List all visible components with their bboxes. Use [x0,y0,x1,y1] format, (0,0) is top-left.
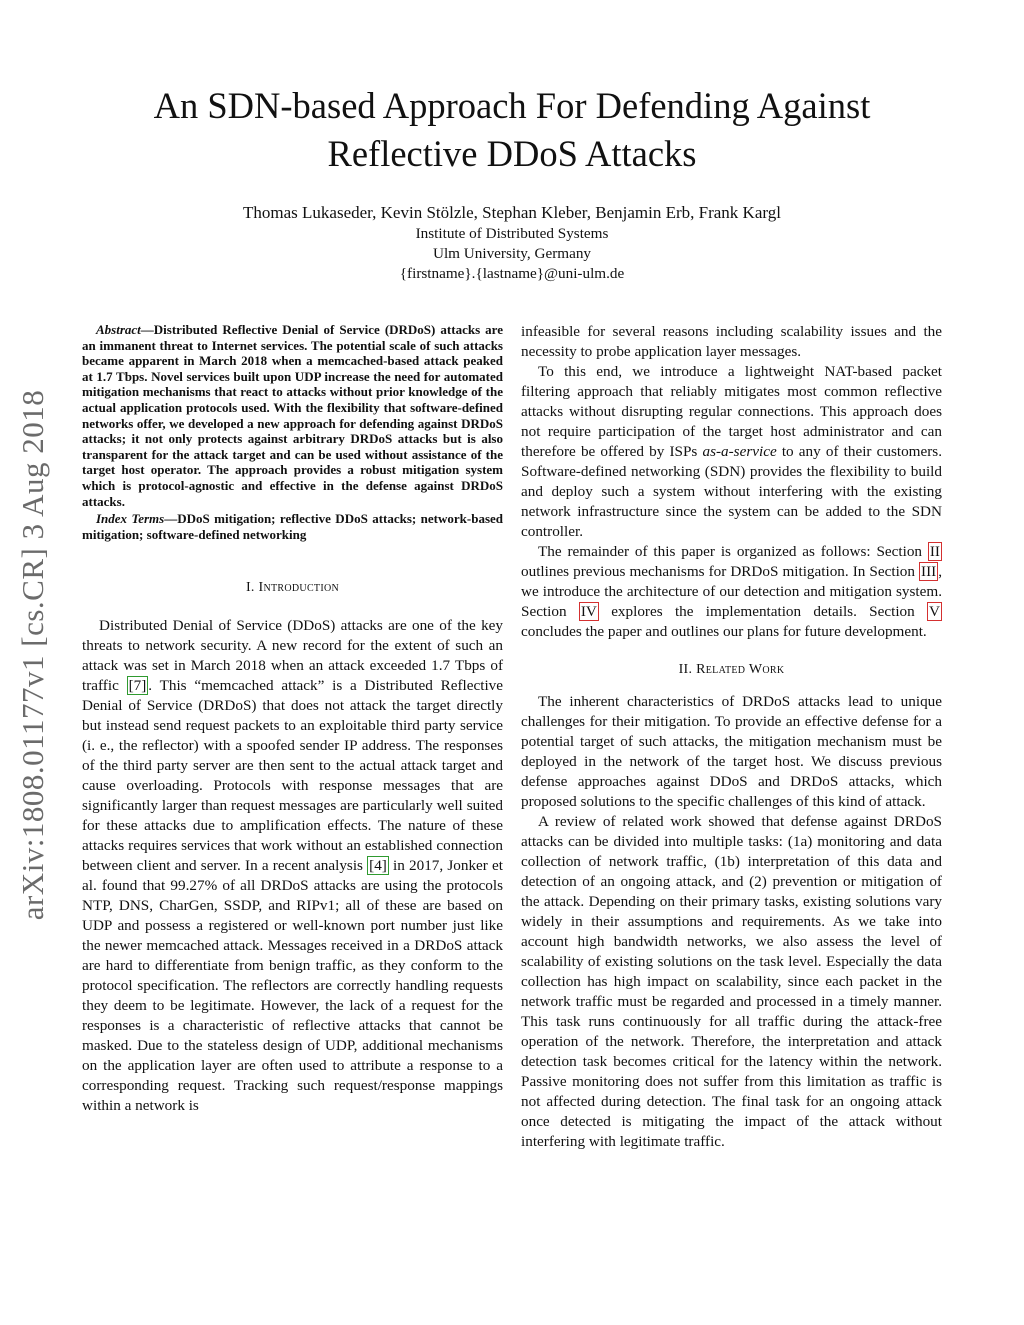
affiliation-university: Ulm University, Germany [432,245,592,262]
author-list: Thomas Lukaseder, Kevin Stölzle, Stephan Kleber, Benjamin Erb, Frank Kargl [243,203,781,222]
citation-link-4[interactable]: [4] [369,857,387,875]
intro-paragraph-2 [521,362,942,542]
arxiv-watermark [8,355,58,955]
section-heading-related-work: II. Related Work [678,662,785,677]
citation-link-7[interactable]: [7] [128,677,147,695]
intro-text: to any of their customers. Software-defined networking (SDN) provides the flexibility to build and deploy such a system without interfering with the existing network infrastructure since the system can be added to the SDN controller. [521,443,942,540]
intro-paragraph-1-continued: infeasible for several reasons including scalability issues and the necessity to probe application layer messages. [521,323,942,360]
section-heading-introduction: I. Introduction [245,580,340,596]
section-link-iv[interactable]: IV [580,603,597,620]
intro-emphasis: as-a-service [702,443,777,460]
related-paragraph-2: A review of related work showed that defense against DRDoS attacks can be divided into multiple tasks: (1a) monitoring and data collection of network traffic, (1b) interpretation of this data and detection of an ongoing attack, and (2) prevention or mitigation of the attack. Depending on their primary tasks, existing solutions vary widely in their assumptions and requirements. As we take into account high bandwidth networks, we also assess the level of scalability of existing solutions on the task level. Especially the data collection has high impact on scalability, since each packet in the network traffic must be regarded and processed in a timely manner. This task runs continuously for all traffic during the attack-free operation of the network. Therefore, the interpretation and attack detection task becomes critical for the latency within the network. Passive monitoring does not suffer from this limitation as traffic is not affected during detection. The final task for an ongoing attack once detected is mitigating the impact of the attack without interfering with legitimate traffic. [521,813,942,1150]
intro-text: explores the implementation details. Section [598,603,928,620]
arxiv-id: arXiv:1808.01177v1 [cs.CR] 3 Aug 2018 [15,389,50,921]
section-link-ii[interactable]: II [929,543,940,560]
intro-text: Distributed Denial of Service (DDoS) attacks are one of the key threats to network security. A new record for the extent of such an attack was set in March 2018 when an attack exceeded 1.7 Tbps of traffic [82,617,503,695]
abstract-lead: Abstract [96,322,141,337]
intro-text: concludes the paper and outlines our plans for future development. [521,623,927,640]
intro-text: . This “memcached attack” is a Distributed Reflective Denial of Service (DRDoS) that does not attack the target directly but instead send request packets to an exploitable third party service (i. e., the reflector) with a spoofed sender IP address. The responses of the third party server are then sent to the actual attack target and cause overloading. Protocols with response messages that are significantly larger than request messages are particularly well suited for these attacks due to amplification effects. The nature of these attacks requires services that work without an established connection between client and server. In a recent analysis [82,677,503,875]
intro-text: The remainder of this paper is organized as follows: Section [538,543,928,560]
abstract [82,322,503,509]
intro-text: outlines previous mechanisms for DRDoS mitigation. In Section [521,563,920,580]
intro-paragraph-3 [521,542,942,642]
affiliation-email: {firstname}.{lastname}@uni-ulm.de [399,265,625,282]
title-line-2: Reflective DDoS Attacks [327,133,697,174]
intro-text: , we introduce the architecture of our detection and mitigation system. Section [521,563,942,620]
paper-title [80,82,944,178]
intro-text: To this end, we introduce a lightweight NAT-based packet filtering approach that reliably mitigates most common reflective attacks without disrupting regular connections. This approach does not require participation of the target host administrator and can therefore be offered by ISPs [521,363,942,460]
section-link-v[interactable]: V [929,603,940,620]
abstract-text: —Distributed Reflective Denial of Service (DRDoS) attacks are an immanent threat to Internet services. The potential scale of such attacks became apparent in March 2018 when a memcached-based attack peaked at 1.7 Tbps. Novel services built upon UDP increase the need for automated mitigation mechanisms that react to attacks without prior knowledge of the actual application protocols used. With the flexibility that software-defined networks offer, we developed a new approach for defending against DRDoS attacks; it not only protects against arbitrary DRDoS attacks but is also transparent for the attack target and can be used without assistance of the target host operator. The approach provides a robust mitigation system which is protocol-agnostic and effective in the defense against DRDoS attacks. [82,322,503,509]
title-line-1: An SDN-based Approach For Defending Against [153,85,871,126]
section-link-iii[interactable]: III [921,563,937,580]
index-terms-lead: Index Terms [96,511,165,527]
index-terms-text: —DDoS mitigation; reflective DDoS attacks; network-based mitigation; software-defined networking [82,511,503,542]
right-column [521,322,942,1152]
index-terms [82,511,503,542]
left-column [82,322,503,1116]
intro-paragraph-1 [82,616,503,1116]
related-paragraph-1: The inherent characteristics of DRDoS attacks lead to unique challenges for their mitigation. To provide an effective defense for a potential target of such attacks, the mitigation mechanism must be deployed in the network of the target host. We discuss previous defense approaches against DDoS and DRDoS attacks, which proposed solutions to the specific challenges of this kind of attack. [521,693,942,810]
affiliation-institute: Institute of Distributed Systems [415,225,609,242]
intro-text: in 2017, Jonker et al. found that 99.27% of all DRDoS attacks are using the protocols NTP, DNS, CharGen, SSDP, and RIPv1; all of these are based on UDP and possess a registered or well-known port number just like the newer memcached attack. Messages received in a DRDoS attack are hard to differentiate from benign traffic, as they conform to the protocol specification. The reflectors are correctly handling requests they deem to be legitimate. However, the lack of a request for the responses is a characteristic of reflective attacks that cannot be masked. Due to the stateless design of UDP, additional mechanisms on the application layer are often used to attribute a response to a corresponding request. Tracking such request/response mappings within a network is [82,857,503,1115]
